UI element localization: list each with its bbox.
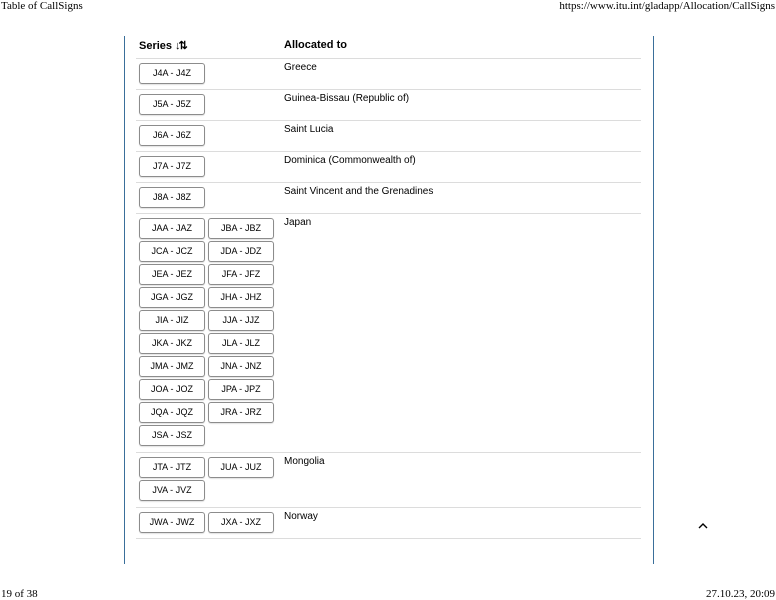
table-row — [136, 508, 641, 539]
series-button[interactable]: JTA - JTZ — [139, 457, 205, 478]
allocated-country: Greece — [284, 62, 317, 73]
chevron-up-icon[interactable] — [696, 519, 710, 533]
series-button[interactable]: JGA - JGZ — [139, 287, 205, 308]
series-button[interactable]: JMA - JMZ — [139, 356, 205, 377]
print-header-title: Table of CallSigns — [1, 0, 83, 12]
table-row — [136, 59, 641, 90]
table-row — [136, 214, 641, 453]
series-button[interactable]: JWA - JWZ — [139, 512, 205, 533]
table-row — [136, 183, 641, 214]
allocated-country: Guinea-Bissau (Republic of) — [284, 93, 410, 104]
callsign-table-panel — [124, 36, 654, 564]
series-button[interactable]: JXA - JXZ — [208, 512, 274, 533]
series-column-header[interactable] — [139, 39, 186, 52]
series-button[interactable]: J6A - J6Z — [139, 125, 205, 146]
table-row — [136, 90, 641, 121]
allocated-country: Mongolia — [284, 456, 325, 467]
sort-icon[interactable]: ↓⇅ — [175, 40, 186, 52]
table-row — [136, 121, 641, 152]
series-button[interactable]: JPA - JPZ — [208, 379, 274, 400]
allocated-country: Japan — [284, 217, 312, 228]
series-button[interactable]: JVA - JVZ — [139, 480, 205, 501]
series-button[interactable]: JAA - JAZ — [139, 218, 205, 239]
table-body — [136, 59, 641, 539]
series-button[interactable]: J8A - J8Z — [139, 187, 205, 208]
series-button[interactable]: JRA - JRZ — [208, 402, 274, 423]
allocated-country: Saint Vincent and the Grenadines — [284, 186, 434, 197]
series-button[interactable]: JCA - JCZ — [139, 241, 205, 262]
table-header — [136, 36, 641, 59]
allocated-to-column-header: Allocated to — [284, 39, 347, 51]
series-button[interactable]: JIA - JIZ — [139, 310, 205, 331]
callsign-table — [136, 36, 641, 539]
print-header-url: https://www.itu.int/gladapp/Allocation/CallSigns — [559, 0, 775, 12]
series-button[interactable]: JSA - JSZ — [139, 425, 205, 446]
allocated-country: Dominica (Commonwealth of) — [284, 155, 416, 166]
series-button[interactable]: JKA - JKZ — [139, 333, 205, 354]
series-button[interactable]: JEA - JEZ — [139, 264, 205, 285]
series-button[interactable]: JFA - JFZ — [208, 264, 274, 285]
series-button[interactable]: JBA - JBZ — [208, 218, 274, 239]
series-header-label: Series — [139, 40, 173, 52]
series-button[interactable]: J7A - J7Z — [139, 156, 205, 177]
series-button[interactable]: JHA - JHZ — [208, 287, 274, 308]
allocated-country: Norway — [284, 511, 318, 522]
series-button[interactable]: JOA - JOZ — [139, 379, 205, 400]
allocated-country: Saint Lucia — [284, 124, 334, 135]
table-row — [136, 152, 641, 183]
print-page-number: 19 of 38 — [1, 588, 38, 600]
series-button[interactable]: JLA - JLZ — [208, 333, 274, 354]
series-button[interactable]: JDA - JDZ — [208, 241, 274, 262]
series-button[interactable]: JQA - JQZ — [139, 402, 205, 423]
series-button[interactable]: JUA - JUZ — [208, 457, 274, 478]
print-datetime: 27.10.23, 20:09 — [705, 588, 775, 600]
series-button[interactable]: J5A - J5Z — [139, 94, 205, 115]
series-button[interactable]: J4A - J4Z — [139, 63, 205, 84]
series-button[interactable]: JNA - JNZ — [208, 356, 274, 377]
series-button[interactable]: JJA - JJZ — [208, 310, 274, 331]
table-row — [136, 453, 641, 508]
